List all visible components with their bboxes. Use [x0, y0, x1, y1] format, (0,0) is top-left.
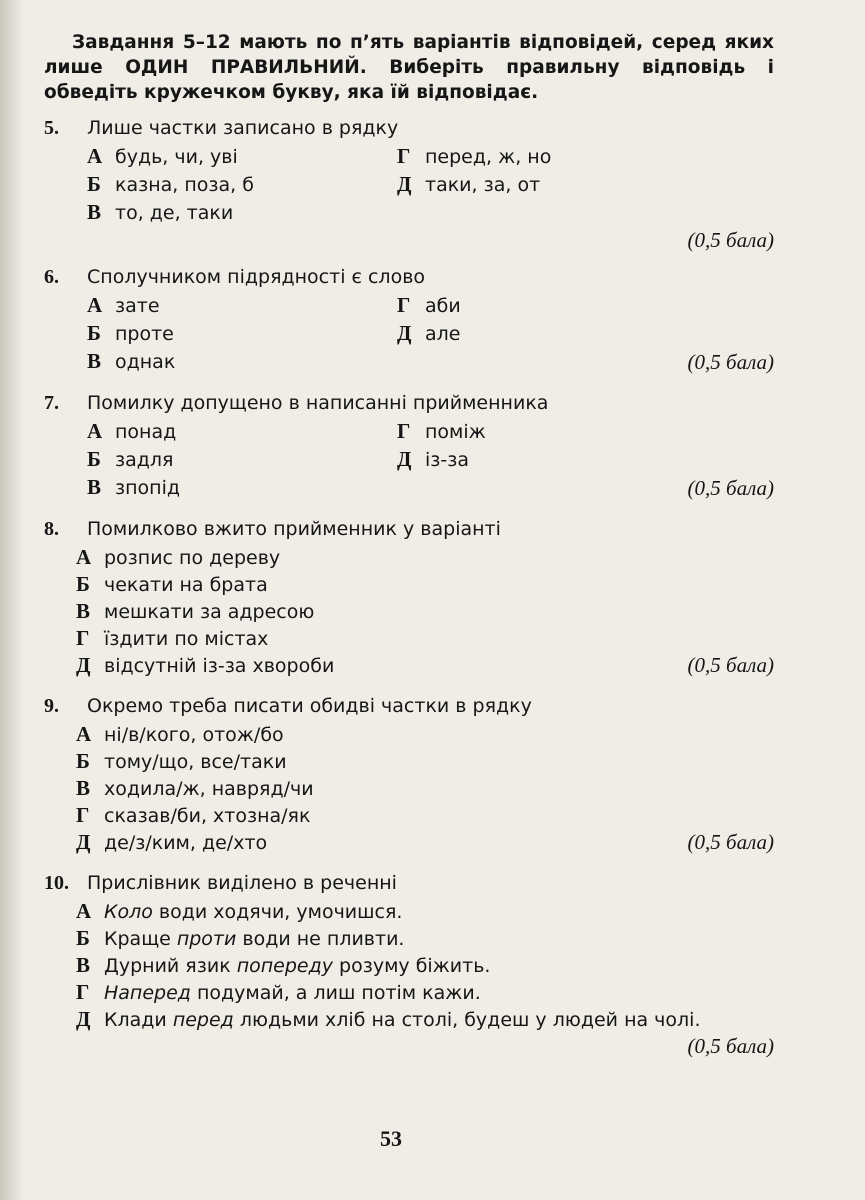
option-a[interactable]: А понад — [87, 419, 177, 443]
option-b[interactable]: Б проте — [87, 321, 174, 345]
task-question: Лише частки записано в рядку — [87, 117, 399, 139]
option-v[interactable]: В однак — [87, 349, 176, 373]
option-v[interactable]: В ходила/ж, навряд/чи — [76, 776, 314, 800]
option-b[interactable]: Б чекати на брата — [76, 572, 268, 596]
document-page — [44, 30, 774, 1060]
option-a[interactable]: А зате — [87, 293, 160, 317]
option-a[interactable]: А Коло води ходячи, умочишся. — [76, 899, 403, 923]
task-number: 9. — [44, 695, 59, 717]
task-9 — [44, 693, 774, 856]
points-label: (0,5 бала) — [687, 830, 774, 854]
option-v[interactable]: В Дурний язик попереду розуму біжить. — [76, 953, 491, 977]
task-number: 10. — [44, 872, 69, 894]
option-h[interactable]: Г їздити по містах — [76, 626, 269, 650]
option-d[interactable]: Д де/з/ким, де/хто — [76, 830, 268, 854]
task-number: 7. — [44, 392, 59, 414]
task-number: 6. — [44, 266, 59, 288]
option-b[interactable]: Б тому/що, все/таки — [76, 749, 287, 773]
option-a[interactable]: А ні/в/кого, отож/бо — [76, 722, 284, 746]
option-d[interactable]: Д Клади перед людьми хліб на столі, будеш у людей на чолі. — [76, 1007, 701, 1031]
option-a[interactable]: А будь, чи, уві — [87, 144, 238, 168]
option-d[interactable]: Д але — [397, 321, 461, 345]
page-number: 53 — [380, 1126, 402, 1151]
task-8 — [44, 516, 774, 679]
option-h[interactable]: Г аби — [397, 293, 461, 317]
task-question: Окремо треба писати обидві частки в рядку — [87, 695, 532, 717]
task-10 — [44, 870, 774, 1060]
task-question: Помилково вжито прийменник у варіанті — [87, 518, 501, 540]
option-v[interactable]: В зпопід — [87, 475, 180, 499]
option-v[interactable]: В мешкати за адресою — [76, 599, 315, 623]
task-number: 8. — [44, 518, 59, 540]
task-7 — [44, 390, 774, 502]
task-question: Сполучником підрядності є слово — [87, 266, 426, 288]
option-d[interactable]: Д із-за — [397, 447, 469, 471]
option-h[interactable]: Г Наперед подумай, а лиш потім кажи. — [76, 980, 481, 1004]
points-label: (0,5 бала) — [687, 228, 774, 252]
instructions-paragraph: Завдання 5–12 мають по п’ять варіантів відповідей, серед яких лише ОДИН ПРАВИЛЬНИЙ. Виберіть правильну відповідь і обведіть кружечком букву, яка їй відповідає. — [44, 32, 774, 103]
task-6 — [44, 264, 774, 376]
option-d[interactable]: Д відсутній із-за хвороби — [76, 653, 335, 677]
option-h[interactable]: Г перед, ж, но — [397, 144, 552, 168]
option-h[interactable]: Г сказав/би, хтозна/як — [76, 803, 311, 827]
task-number: 5. — [44, 117, 59, 139]
points-label: (0,5 бала) — [687, 1034, 774, 1058]
option-b[interactable]: Б задля — [87, 447, 174, 471]
task-question: Прислівник виділено в реченні — [87, 872, 397, 894]
option-b[interactable]: Б казна, поза, б — [87, 172, 254, 196]
option-d[interactable]: Д таки, за, от — [397, 172, 541, 196]
option-b[interactable]: Б Краще проти води не пливти. — [76, 926, 405, 950]
task-5 — [44, 115, 774, 254]
task-question: Помилку допущено в написанні прийменника — [87, 392, 549, 414]
option-a[interactable]: А розпис по дереву — [76, 545, 281, 569]
points-label: (0,5 бала) — [687, 653, 774, 677]
points-label: (0,5 бала) — [687, 476, 774, 500]
option-v[interactable]: В то, де, таки — [87, 200, 234, 224]
option-h[interactable]: Г поміж — [397, 419, 486, 443]
page-edge-shadow — [0, 0, 24, 1200]
points-label: (0,5 бала) — [687, 350, 774, 374]
